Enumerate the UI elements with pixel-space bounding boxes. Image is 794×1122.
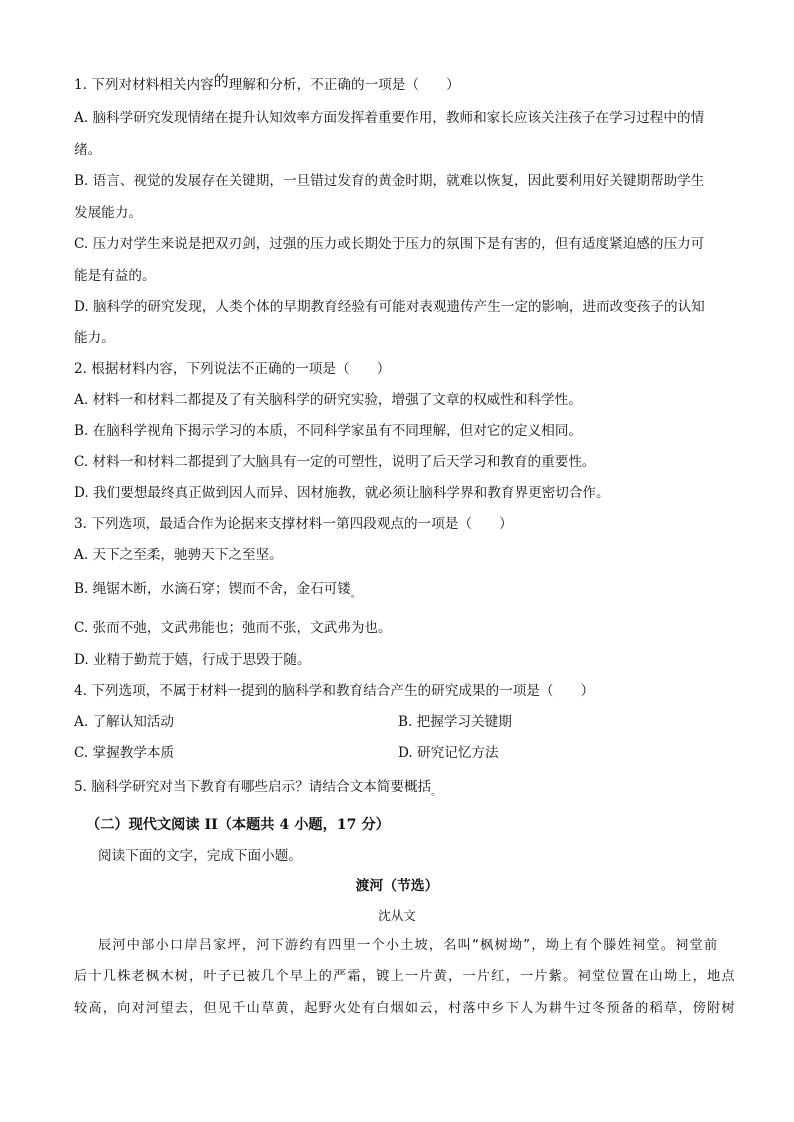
q1-stem-part: 理解和分析，不正确的一项是（ ）	[228, 77, 460, 93]
q1-option-c: C. 压力对学生来说是把双刃剑，过强的压力或长期处于压力的氛围下是有害的，但有适度紧迫感的压力可	[74, 236, 705, 252]
q3-option-b	[74, 579, 361, 601]
passage-paragraph-line: 后十几株老枫木树，叶子已被几个早上的严霜，镀上一片黄，一片红，一片紫。祠堂位置在山坳上，地点	[74, 969, 736, 984]
q2-option-d: D. 我们要想最终真正做到因人而异、因材施教，就必须让脑科学界和教育界更密切合作。	[74, 485, 610, 501]
q4-option-c: C. 掌握教学本质	[74, 745, 175, 761]
q1-stem-char: 的	[213, 72, 229, 90]
q1-option-b-cont: 发展能力。	[74, 205, 142, 221]
q3-option-d: D. 业精于勤荒于嬉，行成于思毁于随。	[74, 652, 311, 668]
q1-stem	[74, 74, 460, 95]
q1-option-d: D. 脑科学的研究发现，人类个体的早期教育经验有可能对表观遗传产生一定的影响，进而改变孩子的认知	[74, 299, 705, 315]
q4-option-d: D. 研究记忆方法	[398, 745, 499, 761]
q3-option-a: A. 天下之至柔，驰骋天下之至坚。	[74, 547, 283, 563]
passage-author: 沈从文	[378, 908, 416, 923]
q1-option-b: B. 语言、视觉的发展存在关键期，一旦错过发育的黄金时期，就难以恢复，因此要利用好关键期帮助学生	[74, 173, 705, 189]
q2-option-c: C. 材料一和材料二都提到了大脑具有一定的可塑性，说明了后天学习和教育的重要性。	[74, 454, 596, 470]
q5-stem-text: 5. 脑科学研究对当下教育有哪些启示？请结合文本简要概括	[74, 779, 432, 795]
q4-stem: 4. 下列选项，不属于材料一提到的脑科学和教育结合产生的研究成果的一项是（ ）	[74, 683, 595, 699]
q5-stem	[74, 777, 441, 799]
q2-option-a: A. 材料一和材料二都提及了有关脑科学的研究实验，增强了文章的权威性和科学性。	[74, 392, 582, 408]
q3-stem: 3. 下列选项，最适合作为论据来支撑材料一第四段观点的一项是（ ）	[74, 516, 513, 532]
q2-option-b: B. 在脑科学视角下揭示学习的本质，不同科学家虽有不同理解，但对它的定义相同。	[74, 423, 583, 439]
reading-instruction: 阅读下面的文字，完成下面小题。	[98, 848, 302, 864]
section-heading: （二）现代文阅读 II（本题共 4 小题，17 分）	[86, 817, 390, 833]
q4-option-a: A. 了解认知活动	[74, 714, 175, 730]
q1-option-a: A. 脑科学研究发现情绪在提升认知效率方面发挥着重要作用，教师和家长应该关注孩子在学习过程中的情	[74, 110, 705, 126]
q3-option-b-text: B. 绳锯木断，水滴石穿；锲而不舍，金石可镂	[74, 581, 351, 597]
passage-paragraph-line: 较高，向对河望去，但见千山草黄，起野火处有白烟如云，村落中乡下人为耕牛过冬预备的稻草，傍附树	[74, 1001, 736, 1016]
passage-paragraph-line: 辰河中部小口岸吕家坪，河下游约有四里一个小土坡，名叫“枫树坳”，坳上有个滕姓祠堂。祠堂前	[98, 938, 719, 953]
q1-option-a-cont: 绪。	[74, 142, 102, 158]
q5-stem-end: 。	[431, 787, 442, 798]
q3-option-c: C. 张而不弛，文武弗能也；弛而不张，文武弗为也。	[74, 620, 392, 636]
q4-option-b: B. 把握学习关键期	[398, 714, 512, 730]
q2-stem: 2. 根据材料内容，下列说法不正确的一项是（ ）	[74, 361, 391, 377]
q1-stem-part: 1. 下列对材料相关内容	[74, 77, 214, 93]
passage-title: 渡河（节选）	[355, 878, 439, 894]
q1-option-d-cont: 能力。	[74, 330, 115, 346]
q3-option-b-end: 。	[350, 589, 361, 600]
q1-option-c-cont: 能是有益的。	[74, 268, 156, 284]
